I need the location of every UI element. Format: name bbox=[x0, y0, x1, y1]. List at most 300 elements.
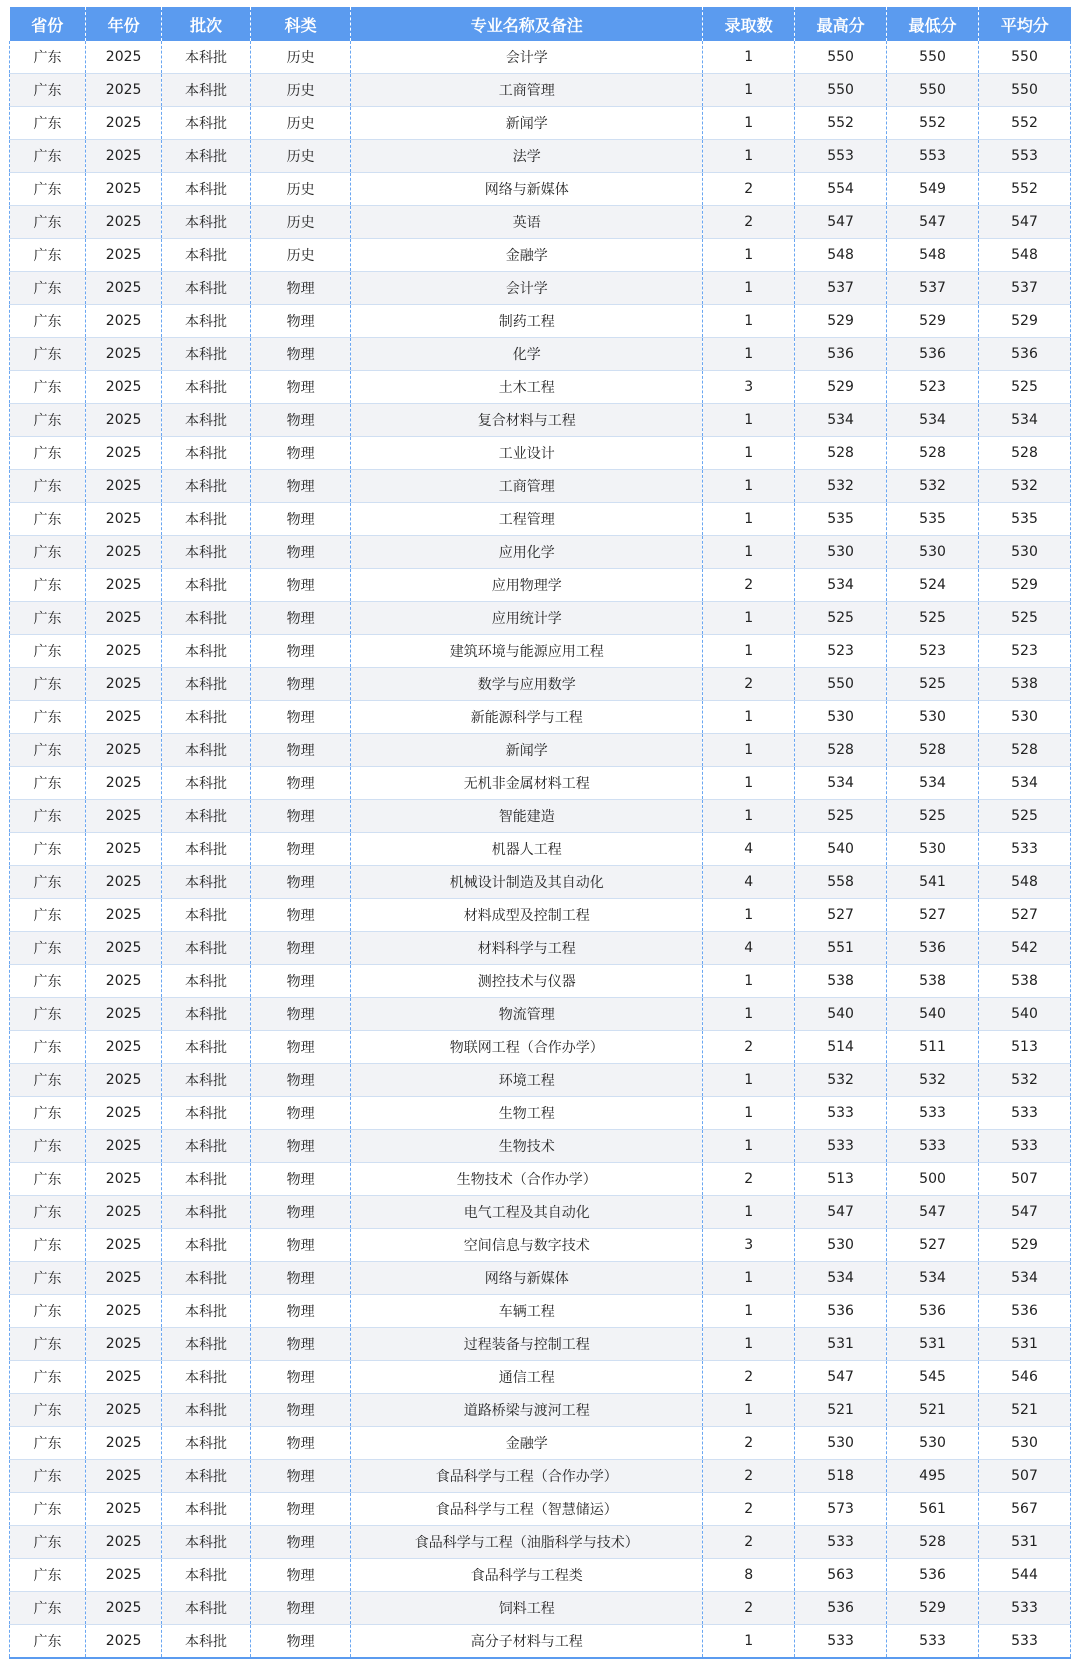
cell-max-score: 534 bbox=[795, 569, 887, 602]
cell-min-score: 548 bbox=[887, 239, 979, 272]
cell-max-score: 536 bbox=[795, 1295, 887, 1328]
cell-max-score: 536 bbox=[795, 338, 887, 371]
cell-year: 2025 bbox=[86, 41, 162, 74]
table-row bbox=[10, 305, 1071, 338]
cell-province: 广东 bbox=[10, 1592, 86, 1625]
cell-admitted-count: 2 bbox=[703, 173, 795, 206]
cell-year: 2025 bbox=[86, 503, 162, 536]
table-row bbox=[10, 74, 1071, 107]
table-row bbox=[10, 767, 1071, 800]
cell-min-score: 533 bbox=[887, 1130, 979, 1163]
cell-province: 广东 bbox=[10, 272, 86, 305]
cell-province: 广东 bbox=[10, 635, 86, 668]
cell-major-name: 复合材料与工程 bbox=[351, 404, 703, 437]
cell-year: 2025 bbox=[86, 1031, 162, 1064]
cell-max-score: 554 bbox=[795, 173, 887, 206]
cell-admitted-count: 1 bbox=[703, 701, 795, 734]
cell-subject-type: 物理 bbox=[250, 1196, 350, 1229]
cell-major-name: 会计学 bbox=[351, 272, 703, 305]
cell-min-score: 524 bbox=[887, 569, 979, 602]
cell-major-name: 网络与新媒体 bbox=[351, 1262, 703, 1295]
cell-batch: 本科批 bbox=[162, 1427, 251, 1460]
cell-subject-type: 物理 bbox=[250, 1295, 350, 1328]
cell-batch: 本科批 bbox=[162, 470, 251, 503]
cell-major-name: 新闻学 bbox=[351, 734, 703, 767]
cell-province: 广东 bbox=[10, 1130, 86, 1163]
cell-min-score: 553 bbox=[887, 140, 979, 173]
cell-year: 2025 bbox=[86, 1196, 162, 1229]
cell-province: 广东 bbox=[10, 800, 86, 833]
cell-major-name: 新能源科学与工程 bbox=[351, 701, 703, 734]
table-row bbox=[10, 932, 1071, 965]
table-row bbox=[10, 1592, 1071, 1625]
cell-avg-score: 532 bbox=[979, 1064, 1071, 1097]
cell-province: 广东 bbox=[10, 1031, 86, 1064]
cell-admitted-count: 4 bbox=[703, 932, 795, 965]
cell-major-name: 法学 bbox=[351, 140, 703, 173]
cell-avg-score: 533 bbox=[979, 1097, 1071, 1130]
cell-major-name: 工商管理 bbox=[351, 470, 703, 503]
table-row bbox=[10, 1097, 1071, 1130]
cell-subject-type: 物理 bbox=[250, 1625, 350, 1659]
cell-admitted-count: 1 bbox=[703, 503, 795, 536]
cell-subject-type: 物理 bbox=[250, 1031, 350, 1064]
cell-batch: 本科批 bbox=[162, 602, 251, 635]
cell-admitted-count: 2 bbox=[703, 1493, 795, 1526]
cell-avg-score: 521 bbox=[979, 1394, 1071, 1427]
cell-max-score: 547 bbox=[795, 1196, 887, 1229]
cell-max-score: 518 bbox=[795, 1460, 887, 1493]
cell-min-score: 536 bbox=[887, 932, 979, 965]
cell-subject-type: 物理 bbox=[250, 404, 350, 437]
cell-max-score: 534 bbox=[795, 1262, 887, 1295]
table-row bbox=[10, 239, 1071, 272]
cell-subject-type: 物理 bbox=[250, 899, 350, 932]
cell-batch: 本科批 bbox=[162, 536, 251, 569]
cell-year: 2025 bbox=[86, 1163, 162, 1196]
header-batch[interactable]: 批次 bbox=[162, 7, 251, 41]
cell-major-name: 生物工程 bbox=[351, 1097, 703, 1130]
cell-max-score: 532 bbox=[795, 470, 887, 503]
cell-min-score: 550 bbox=[887, 74, 979, 107]
cell-province: 广东 bbox=[10, 206, 86, 239]
cell-province: 广东 bbox=[10, 767, 86, 800]
table-row bbox=[10, 1361, 1071, 1394]
cell-subject-type: 物理 bbox=[250, 1328, 350, 1361]
cell-subject-type: 物理 bbox=[250, 1064, 350, 1097]
cell-min-score: 529 bbox=[887, 1592, 979, 1625]
cell-max-score: 534 bbox=[795, 404, 887, 437]
cell-avg-score: 550 bbox=[979, 74, 1071, 107]
cell-avg-score: 530 bbox=[979, 536, 1071, 569]
cell-admitted-count: 1 bbox=[703, 1295, 795, 1328]
cell-admitted-count: 8 bbox=[703, 1559, 795, 1592]
cell-major-name: 制药工程 bbox=[351, 305, 703, 338]
cell-batch: 本科批 bbox=[162, 1163, 251, 1196]
cell-major-name: 数学与应用数学 bbox=[351, 668, 703, 701]
cell-province: 广东 bbox=[10, 1262, 86, 1295]
cell-subject-type: 物理 bbox=[250, 536, 350, 569]
cell-major-name: 食品科学与工程（合作办学） bbox=[351, 1460, 703, 1493]
cell-province: 广东 bbox=[10, 173, 86, 206]
cell-province: 广东 bbox=[10, 1493, 86, 1526]
header-avg-score[interactable]: 平均分 bbox=[979, 7, 1071, 41]
cell-year: 2025 bbox=[86, 1262, 162, 1295]
cell-province: 广东 bbox=[10, 866, 86, 899]
cell-province: 广东 bbox=[10, 1064, 86, 1097]
cell-max-score: 530 bbox=[795, 701, 887, 734]
table-row bbox=[10, 734, 1071, 767]
cell-max-score: 550 bbox=[795, 74, 887, 107]
cell-avg-score: 552 bbox=[979, 107, 1071, 140]
cell-province: 广东 bbox=[10, 437, 86, 470]
cell-major-name: 车辆工程 bbox=[351, 1295, 703, 1328]
cell-major-name: 工程管理 bbox=[351, 503, 703, 536]
cell-min-score: 525 bbox=[887, 668, 979, 701]
cell-admitted-count: 1 bbox=[703, 41, 795, 74]
cell-major-name: 食品科学与工程类 bbox=[351, 1559, 703, 1592]
cell-admitted-count: 1 bbox=[703, 998, 795, 1031]
cell-major-name: 金融学 bbox=[351, 239, 703, 272]
table-row bbox=[10, 998, 1071, 1031]
header-province[interactable]: 省份 bbox=[10, 7, 86, 41]
cell-subject-type: 历史 bbox=[250, 41, 350, 74]
cell-batch: 本科批 bbox=[162, 932, 251, 965]
cell-min-score: 537 bbox=[887, 272, 979, 305]
cell-admitted-count: 2 bbox=[703, 1031, 795, 1064]
cell-min-score: 500 bbox=[887, 1163, 979, 1196]
table-row bbox=[10, 1229, 1071, 1262]
table-row bbox=[10, 437, 1071, 470]
cell-province: 广东 bbox=[10, 734, 86, 767]
cell-subject-type: 物理 bbox=[250, 1394, 350, 1427]
cell-subject-type: 历史 bbox=[250, 74, 350, 107]
cell-province: 广东 bbox=[10, 1229, 86, 1262]
cell-avg-score: 528 bbox=[979, 734, 1071, 767]
cell-avg-score: 533 bbox=[979, 1625, 1071, 1659]
cell-subject-type: 物理 bbox=[250, 1460, 350, 1493]
cell-max-score: 547 bbox=[795, 206, 887, 239]
cell-min-score: 528 bbox=[887, 437, 979, 470]
table-row bbox=[10, 1328, 1071, 1361]
cell-batch: 本科批 bbox=[162, 371, 251, 404]
cell-admitted-count: 2 bbox=[703, 1361, 795, 1394]
cell-year: 2025 bbox=[86, 1097, 162, 1130]
cell-province: 广东 bbox=[10, 602, 86, 635]
cell-avg-score: 533 bbox=[979, 1592, 1071, 1625]
cell-admitted-count: 1 bbox=[703, 734, 795, 767]
cell-min-score: 523 bbox=[887, 635, 979, 668]
cell-province: 广东 bbox=[10, 668, 86, 701]
cell-batch: 本科批 bbox=[162, 503, 251, 536]
table-body bbox=[10, 41, 1071, 1658]
table-row bbox=[10, 1196, 1071, 1229]
table-row bbox=[10, 503, 1071, 536]
cell-year: 2025 bbox=[86, 734, 162, 767]
cell-admitted-count: 2 bbox=[703, 1460, 795, 1493]
cell-min-score: 527 bbox=[887, 899, 979, 932]
cell-avg-score: 548 bbox=[979, 239, 1071, 272]
cell-avg-score: 567 bbox=[979, 1493, 1071, 1526]
cell-admitted-count: 1 bbox=[703, 1064, 795, 1097]
cell-avg-score: 529 bbox=[979, 569, 1071, 602]
cell-max-score: 514 bbox=[795, 1031, 887, 1064]
cell-subject-type: 物理 bbox=[250, 1163, 350, 1196]
cell-batch: 本科批 bbox=[162, 569, 251, 602]
table-row bbox=[10, 1427, 1071, 1460]
cell-year: 2025 bbox=[86, 1361, 162, 1394]
cell-year: 2025 bbox=[86, 1427, 162, 1460]
cell-max-score: 531 bbox=[795, 1328, 887, 1361]
cell-min-score: 527 bbox=[887, 1229, 979, 1262]
cell-major-name: 会计学 bbox=[351, 41, 703, 74]
cell-admitted-count: 1 bbox=[703, 536, 795, 569]
cell-province: 广东 bbox=[10, 74, 86, 107]
cell-year: 2025 bbox=[86, 998, 162, 1031]
cell-min-score: 561 bbox=[887, 1493, 979, 1526]
cell-admitted-count: 2 bbox=[703, 1163, 795, 1196]
cell-major-name: 空间信息与数字技术 bbox=[351, 1229, 703, 1262]
cell-year: 2025 bbox=[86, 305, 162, 338]
cell-avg-score: 542 bbox=[979, 932, 1071, 965]
cell-major-name: 应用统计学 bbox=[351, 602, 703, 635]
cell-batch: 本科批 bbox=[162, 734, 251, 767]
cell-subject-type: 物理 bbox=[250, 1493, 350, 1526]
cell-batch: 本科批 bbox=[162, 1328, 251, 1361]
cell-avg-score: 525 bbox=[979, 371, 1071, 404]
cell-admitted-count: 2 bbox=[703, 569, 795, 602]
cell-min-score: 550 bbox=[887, 41, 979, 74]
cell-province: 广东 bbox=[10, 107, 86, 140]
cell-max-score: 529 bbox=[795, 305, 887, 338]
cell-province: 广东 bbox=[10, 569, 86, 602]
table-row bbox=[10, 899, 1071, 932]
cell-min-score: 521 bbox=[887, 1394, 979, 1427]
cell-max-score: 528 bbox=[795, 437, 887, 470]
cell-max-score: 550 bbox=[795, 41, 887, 74]
cell-province: 广东 bbox=[10, 1361, 86, 1394]
cell-avg-score: 544 bbox=[979, 1559, 1071, 1592]
cell-subject-type: 物理 bbox=[250, 272, 350, 305]
cell-min-score: 529 bbox=[887, 305, 979, 338]
cell-batch: 本科批 bbox=[162, 338, 251, 371]
cell-min-score: 531 bbox=[887, 1328, 979, 1361]
table-row bbox=[10, 1130, 1071, 1163]
table-row bbox=[10, 404, 1071, 437]
table-row bbox=[10, 272, 1071, 305]
cell-subject-type: 物理 bbox=[250, 1592, 350, 1625]
cell-admitted-count: 2 bbox=[703, 668, 795, 701]
cell-year: 2025 bbox=[86, 701, 162, 734]
cell-subject-type: 历史 bbox=[250, 173, 350, 206]
table-row bbox=[10, 338, 1071, 371]
cell-min-score: 528 bbox=[887, 734, 979, 767]
cell-avg-score: 507 bbox=[979, 1163, 1071, 1196]
cell-major-name: 物联网工程（合作办学） bbox=[351, 1031, 703, 1064]
cell-avg-score: 540 bbox=[979, 998, 1071, 1031]
cell-major-name: 高分子材料与工程 bbox=[351, 1625, 703, 1659]
table-row bbox=[10, 1394, 1071, 1427]
cell-min-score: 511 bbox=[887, 1031, 979, 1064]
cell-admitted-count: 1 bbox=[703, 239, 795, 272]
cell-year: 2025 bbox=[86, 1295, 162, 1328]
table-row bbox=[10, 470, 1071, 503]
cell-avg-score: 523 bbox=[979, 635, 1071, 668]
cell-max-score: 521 bbox=[795, 1394, 887, 1427]
cell-year: 2025 bbox=[86, 107, 162, 140]
cell-avg-score: 525 bbox=[979, 800, 1071, 833]
cell-min-score: 530 bbox=[887, 536, 979, 569]
cell-batch: 本科批 bbox=[162, 1295, 251, 1328]
cell-max-score: 552 bbox=[795, 107, 887, 140]
cell-min-score: 541 bbox=[887, 866, 979, 899]
cell-batch: 本科批 bbox=[162, 767, 251, 800]
cell-province: 广东 bbox=[10, 1328, 86, 1361]
cell-major-name: 生物技术（合作办学） bbox=[351, 1163, 703, 1196]
cell-admitted-count: 2 bbox=[703, 1526, 795, 1559]
cell-batch: 本科批 bbox=[162, 74, 251, 107]
cell-batch: 本科批 bbox=[162, 437, 251, 470]
cell-admitted-count: 1 bbox=[703, 1196, 795, 1229]
cell-subject-type: 物理 bbox=[250, 569, 350, 602]
table-row bbox=[10, 1625, 1071, 1659]
cell-subject-type: 物理 bbox=[250, 932, 350, 965]
cell-province: 广东 bbox=[10, 1526, 86, 1559]
cell-subject-type: 物理 bbox=[250, 305, 350, 338]
cell-avg-score: 547 bbox=[979, 206, 1071, 239]
cell-avg-score: 538 bbox=[979, 965, 1071, 998]
cell-major-name: 电气工程及其自动化 bbox=[351, 1196, 703, 1229]
cell-year: 2025 bbox=[86, 1526, 162, 1559]
cell-max-score: 553 bbox=[795, 140, 887, 173]
cell-avg-score: 548 bbox=[979, 866, 1071, 899]
cell-min-score: 534 bbox=[887, 767, 979, 800]
cell-max-score: 534 bbox=[795, 767, 887, 800]
header-year[interactable]: 年份 bbox=[86, 7, 162, 41]
cell-admitted-count: 1 bbox=[703, 470, 795, 503]
cell-major-name: 工业设计 bbox=[351, 437, 703, 470]
cell-batch: 本科批 bbox=[162, 1130, 251, 1163]
cell-max-score: 530 bbox=[795, 1229, 887, 1262]
cell-major-name: 应用物理学 bbox=[351, 569, 703, 602]
cell-year: 2025 bbox=[86, 1625, 162, 1659]
cell-max-score: 533 bbox=[795, 1130, 887, 1163]
cell-min-score: 552 bbox=[887, 107, 979, 140]
table-row bbox=[10, 602, 1071, 635]
cell-province: 广东 bbox=[10, 239, 86, 272]
table-row bbox=[10, 1064, 1071, 1097]
cell-province: 广东 bbox=[10, 1394, 86, 1427]
cell-batch: 本科批 bbox=[162, 635, 251, 668]
cell-province: 广东 bbox=[10, 41, 86, 74]
cell-admitted-count: 1 bbox=[703, 1262, 795, 1295]
cell-admitted-count: 1 bbox=[703, 800, 795, 833]
cell-max-score: 540 bbox=[795, 833, 887, 866]
header-admitted-count[interactable]: 录取数 bbox=[703, 7, 795, 41]
table-row bbox=[10, 206, 1071, 239]
cell-admitted-count: 3 bbox=[703, 1229, 795, 1262]
cell-admitted-count: 1 bbox=[703, 74, 795, 107]
cell-admitted-count: 1 bbox=[703, 1328, 795, 1361]
cell-batch: 本科批 bbox=[162, 1592, 251, 1625]
cell-avg-score: 534 bbox=[979, 1262, 1071, 1295]
cell-avg-score: 535 bbox=[979, 503, 1071, 536]
header-min-score[interactable]: 最低分 bbox=[887, 7, 979, 41]
cell-batch: 本科批 bbox=[162, 668, 251, 701]
cell-admitted-count: 1 bbox=[703, 767, 795, 800]
cell-max-score: 533 bbox=[795, 1625, 887, 1659]
cell-major-name: 金融学 bbox=[351, 1427, 703, 1460]
cell-year: 2025 bbox=[86, 1229, 162, 1262]
cell-max-score: 530 bbox=[795, 1427, 887, 1460]
table-row bbox=[10, 1559, 1071, 1592]
cell-province: 广东 bbox=[10, 371, 86, 404]
cell-year: 2025 bbox=[86, 1394, 162, 1427]
cell-province: 广东 bbox=[10, 899, 86, 932]
cell-admitted-count: 1 bbox=[703, 965, 795, 998]
cell-max-score: 548 bbox=[795, 239, 887, 272]
cell-admitted-count: 3 bbox=[703, 371, 795, 404]
cell-major-name: 环境工程 bbox=[351, 1064, 703, 1097]
cell-admitted-count: 2 bbox=[703, 1592, 795, 1625]
cell-batch: 本科批 bbox=[162, 833, 251, 866]
table-row bbox=[10, 1526, 1071, 1559]
cell-major-name: 化学 bbox=[351, 338, 703, 371]
cell-batch: 本科批 bbox=[162, 1064, 251, 1097]
cell-avg-score: 534 bbox=[979, 404, 1071, 437]
cell-year: 2025 bbox=[86, 800, 162, 833]
cell-major-name: 土木工程 bbox=[351, 371, 703, 404]
header-max-score[interactable]: 最高分 bbox=[795, 7, 887, 41]
cell-min-score: 534 bbox=[887, 1262, 979, 1295]
cell-batch: 本科批 bbox=[162, 701, 251, 734]
cell-admitted-count: 2 bbox=[703, 206, 795, 239]
cell-subject-type: 物理 bbox=[250, 734, 350, 767]
cell-batch: 本科批 bbox=[162, 1196, 251, 1229]
table-row bbox=[10, 833, 1071, 866]
table-row bbox=[10, 41, 1071, 74]
cell-avg-score: 525 bbox=[979, 602, 1071, 635]
cell-province: 广东 bbox=[10, 932, 86, 965]
cell-year: 2025 bbox=[86, 140, 162, 173]
cell-year: 2025 bbox=[86, 1460, 162, 1493]
cell-subject-type: 物理 bbox=[250, 602, 350, 635]
cell-province: 广东 bbox=[10, 1163, 86, 1196]
cell-max-score: 540 bbox=[795, 998, 887, 1031]
cell-min-score: 530 bbox=[887, 701, 979, 734]
cell-subject-type: 历史 bbox=[250, 140, 350, 173]
cell-min-score: 530 bbox=[887, 833, 979, 866]
cell-province: 广东 bbox=[10, 536, 86, 569]
cell-year: 2025 bbox=[86, 239, 162, 272]
cell-year: 2025 bbox=[86, 1559, 162, 1592]
cell-admitted-count: 1 bbox=[703, 602, 795, 635]
cell-province: 广东 bbox=[10, 305, 86, 338]
header-major-name[interactable]: 专业名称及备注 bbox=[351, 7, 703, 41]
cell-admitted-count: 1 bbox=[703, 437, 795, 470]
header-subject-type[interactable]: 科类 bbox=[250, 7, 350, 41]
cell-max-score: 558 bbox=[795, 866, 887, 899]
admission-scores-table-container bbox=[9, 7, 1071, 1659]
cell-max-score: 532 bbox=[795, 1064, 887, 1097]
cell-max-score: 563 bbox=[795, 1559, 887, 1592]
cell-min-score: 523 bbox=[887, 371, 979, 404]
cell-max-score: 536 bbox=[795, 1592, 887, 1625]
cell-avg-score: 507 bbox=[979, 1460, 1071, 1493]
cell-year: 2025 bbox=[86, 173, 162, 206]
cell-batch: 本科批 bbox=[162, 1493, 251, 1526]
cell-max-score: 525 bbox=[795, 602, 887, 635]
